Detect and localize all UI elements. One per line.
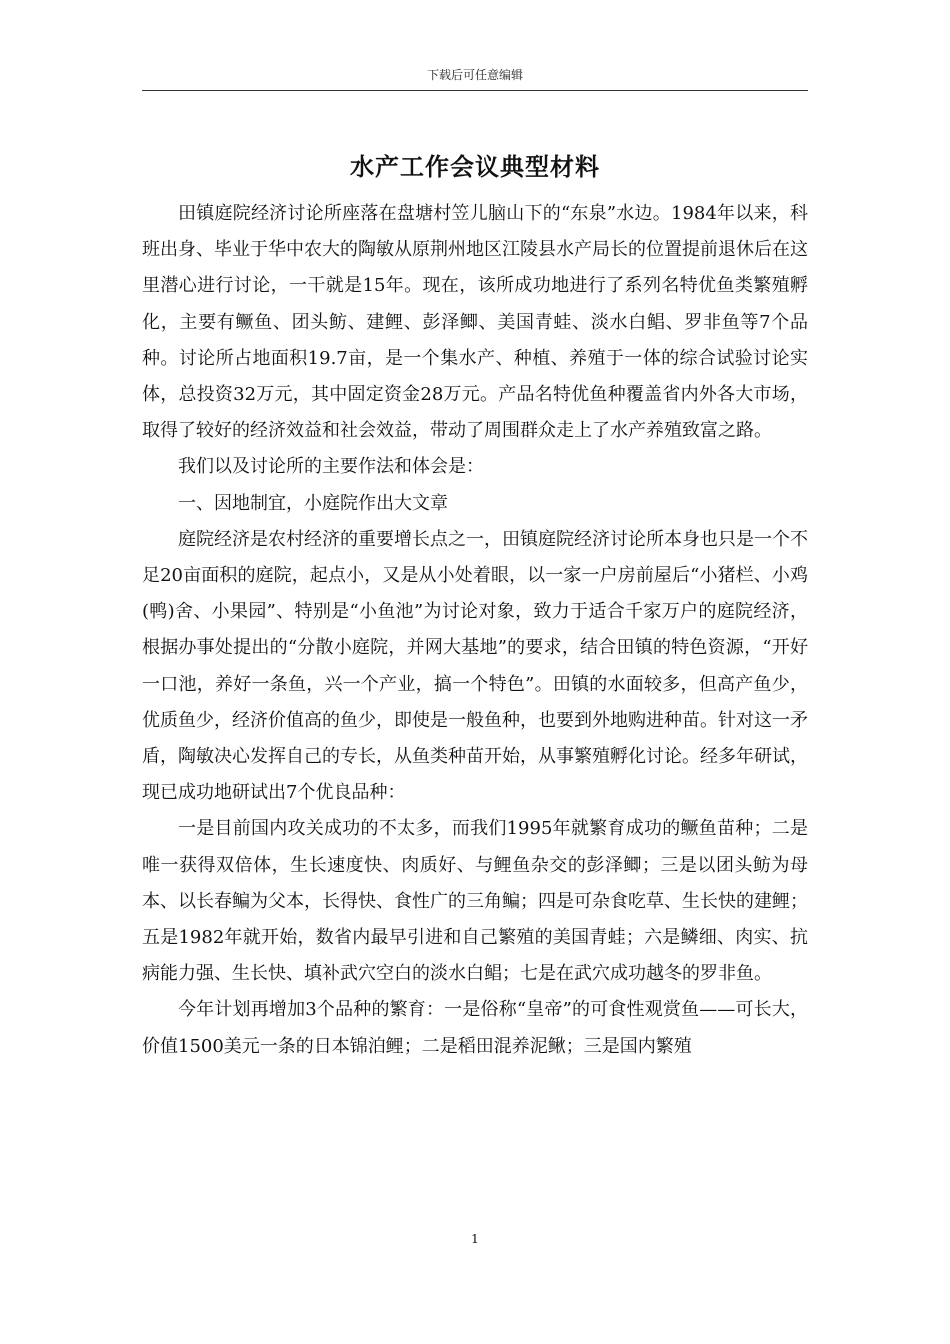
document-body <box>142 196 808 1065</box>
paragraph-plan: 今年计划再增加3个品种的繁育：一是俗称“皇帝”的可食性观赏鱼——可长大，价值1500美元一条的日本锦泊鲤；二是稻田混养泥鳅；三是国内繁殖 <box>142 999 808 1057</box>
paragraph-intro: 田镇庭院经济讨论所座落在盘塘村笠儿脑山下的“东泉”水边。1984年以来，科班出身、毕业于华中农大的陶敏从原荆州地区江陵县水产局长的位置提前退休后在这里潜心进行讨论，一干就是15年。现在，该所成功地进行了系列名特优鱼类繁殖孵化，主要有鳜鱼、团头鲂、建鲤、彭泽鲫、美国青蛙、淡水白鲳、罗非鱼等7个品种。讨论所占地面积19.7亩，是一个集水产、种植、养殖于一体的综合试验讨论实体，总投资32万元，其中固定资金28万元。产品名特优鱼种覆盖省内外各大市场，取得了较好的经济效益和社会效益，带动了周围群众走上了水产养殖致富之路。 <box>142 203 808 442</box>
header-note: 下载后可任意编辑 <box>426 68 523 82</box>
section-heading-1: 一、因地制宜，小庭院作出大文章 <box>178 492 448 514</box>
document-title: 水产工作会议典型材料 <box>350 152 600 181</box>
paragraph-varieties: 一是目前国内攻关成功的不太多，而我们1995年就繁育成功的鳜鱼苗种；二是唯一获得双倍体，生长速度快、肉质好、与鲤鱼杂交的彭泽鲫；三是以团头鲂为母本、以长春鳊为父本，长得快、食性广的三角鳊；四是可杂食吃草、生长快的建鲤；五是1982年就开始，数省内最早引进和自己繁殖的美国青蛙；六是鳞细、肉实、抗病能力强、生长快、填补武穴空白的淡水白鲳；七是在武穴成功越冬的罗非鱼。 <box>142 818 808 985</box>
header-rule <box>142 90 808 91</box>
page-number: 1 <box>471 1232 479 1246</box>
paragraph-courtyard: 庭院经济是农村经济的重要增长点之一，田镇庭院经济讨论所本身也只是一个不足20亩面积的庭院，起点小，又是从小处着眼，以一家一户房前屋后“小猪栏、小鸡(鸭)舍、小果园”、特别是“小鱼池”为讨论对象，致力于适合千家万户的庭院经济，根据办事处提出的“分散小庭院，并网大基地”的要求，结合田镇的特色资源，“开好一口池，养好一条鱼，兴一个产业，搞一个特色”。田镇的水面较多，但高产鱼少，优质鱼少，经济价值高的鱼少，即使是一般鱼种，也要到外地购进种苗。针对这一矛盾，陶敏决心发挥自己的专长，从鱼类种苗开始，从事繁殖孵化讨论。经多年研试，现已成功地研试出7个优良品种： <box>142 528 808 804</box>
paragraph-lead: 我们以及讨论所的主要作法和体会是： <box>178 456 484 478</box>
